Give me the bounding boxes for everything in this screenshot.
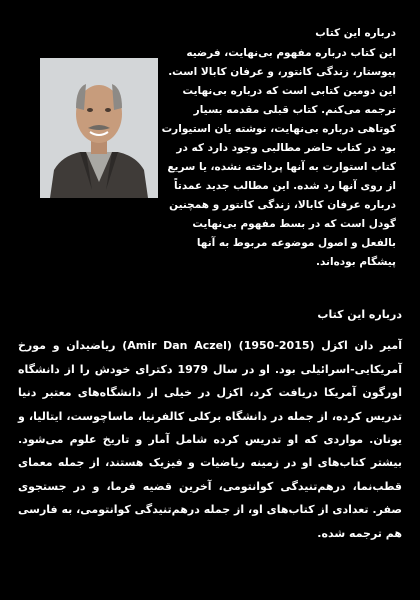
- author-section-body: آمیر دان اکزل (2015-1950) (Amir Dan Aczel) ریاضیدان و مورخ آمریکایی-اسرائیلی بود. او در سال 1979 دکترای خودش را از دانشگاه اورگون آمریکا دریافت کرد، اکزل در خیلی از دانشگاه‌های معتبر دنیا تدریس کرده، از جمله در دانشگاه برکلی کالفرنیا، ماساچوست، ایتالیا، و یونان. مواردی که او تدریس کرده شامل آمار و تاریخ علوم می‌شود. بیشتر کتاب‌های او در زمینه ریاضیات و فیزیک هستند، از جمله معمای قطب‌نما، درهم‌تنیدگی کوانتومی، آخرین قضیه فرما، و در جستجوی صفر. تعدادی از کتاب‌های او، از جمله درهم‌تنیدگی کوانتومی، به فارسی هم ترجمه شده.: [18, 339, 402, 540]
- book-description: [160, 24, 396, 272]
- author-description: [18, 303, 402, 545]
- book-section-title: درباره این کتاب: [315, 27, 396, 39]
- author-section-title: درباره این کتاب: [317, 308, 402, 321]
- book-section-body: این کتاب درباره مفهوم بی‌نهایت، فرضیه پیوستار، زندگی کانتور، و عرفان کابالا است. این دومین کتابی است که درباره بی‌نهایت ترجمه می‌کنم. کتاب قبلی مقدمه بسیار کوتاهی درباره بی‌نهایت، نوشته یان استیوارت بود در کتاب حاضر مطالبی وجود دارد که در کتاب استوارت به آنها پرداخته نشده، یا سریع از روی آنها رد شده. این مطالب جدید عمدتاً درباره عرفان کابالا، زندگی کانتور و همچنین گودل است که در بسط مفهوم بی‌نهایت بالفعل و اصول موضوعه مربوط به آنها پیشگام بوده‌اند.: [161, 47, 396, 268]
- book-info-section: [0, 0, 420, 270]
- author-portrait-image: [40, 58, 158, 198]
- author-photo: [40, 58, 158, 198]
